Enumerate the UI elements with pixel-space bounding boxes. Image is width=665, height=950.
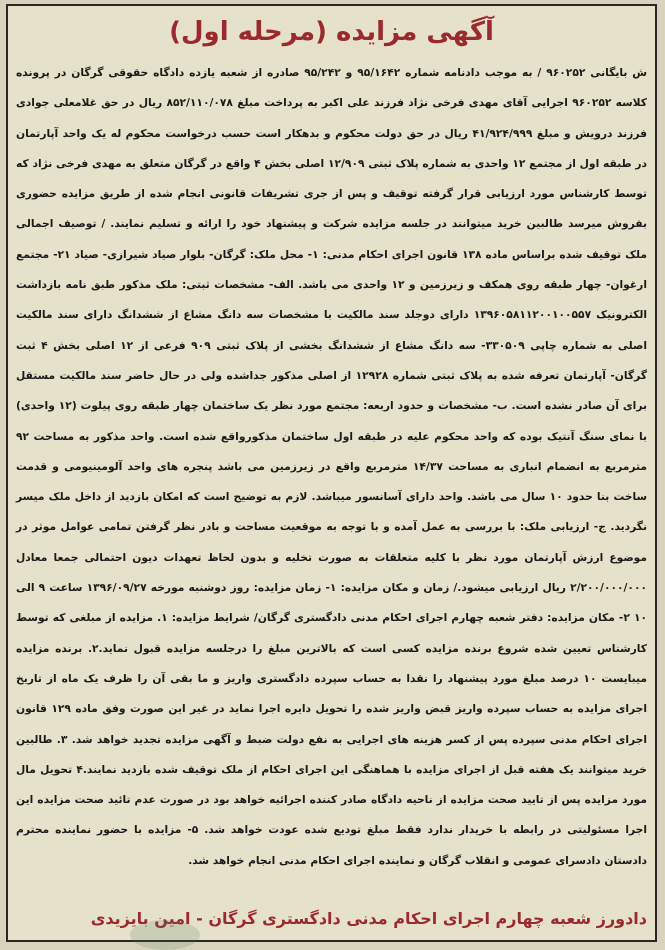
paper-stain [130,920,200,950]
notice-body: ش بایگانی ۹۶۰۲۵۲ / به موجب دادنامه شماره ۹۵/۱۶۴۲ و ۹۵/۲۴۲ صادره از شعبه یازده دادگاه حقوقی گرگان در پرونده کلاسه ۹۶۰۲۵۲ اجرایی آقای مهدی فرخی نژاد فرزند علی اکبر به پرداخت مبلغ ۸۵۲/۱۱۰/۰۷۸ ریال در حق غلامعلی جوادی فرزند درویش و مبلغ ۴۱/۹۲۴/۹۹۹ ریال در حق دولت محکوم و بدهکار است حسب درخواست محکوم له یک واحد آپارتمان در طبقه اول از مجتمع ۱۲ واحدی به شماره پلاک ثبتی ۱۲/۹۰۹ اصلی بخش ۴ واقع در گرگان متعلق به مهدی فرخی نژاد که توسط کارشناس مورد ارزیابی قرار گرفته توقیف و پس از جری تشریفات قانونی انجام شده از طریق مزایده حضوری بفروش میرسد طالبین خرید میتوانند در جلسه مزایده شرکت و پیشنهاد خود را ارائه و تسلیم نمایند. / توصیف اجمالی ملک توقیف شده براساس ماده ۱۳۸ قانون اجرای احکام مدنی: ۱- محل ملک: گرگان- بلوار صیاد شیرازی- صیاد ۲۱- مجتمع ارغوان- چهار طبقه روی همکف و زیرزمین و ۱۲ واحدی می باشد. الف- مشخصات ثبتی: ملک مذکور طبق نامه بازداشت الکترونیک ۱۳۹۶۰۵۸۱۱۲۰۰۱۰۰۵۵۷ دارای دوجلد سند مالکیت با مشخصات سه دانگ مشاع از ششدانگ دارای سند مالکیت اصلی به شماره چاپی ۳۳۰۵۰۹- سه دانگ مشاع از ششدانگ بخشی از پلاک ثبتی ۹۰۹ فرعی از ۱۲ اصلی بخش ۴ ثبت گرگان- آپارتمان تعرفه شده به پلاک ثبتی شماره ۱۲۹۲۸ از اصلی مذکور جداشده ولی در حال حاضر سند مالکیت مستقل برای آن صادر نشده است. ب- مشخصات و حدود اربعه: مجتمع مورد نظر یک ساختمان چهار طبقه روی پیلوت (۱۲ واحدی) با نمای سنگ آنتیک بوده که واحد محکوم علیه در طبقه اول ساختمان مذکورواقع شده است. واحد مذکور به مساحت ۹۲ مترمربع به انضمام انباری به مساحت ۱۴/۳۷ مترمربع واقع در زیرزمین می باشد پنجره های واحد آلومینیومی و قدمت ساخت بنا حدود ۱۰ سال می باشد. واحد دارای آسانسور میباشد. لازم به توضیح است که امکان بازدید از داخل ملک میسر نگردید. ج- ارزیابی ملک: با بررسی به عمل آمده و با توجه به موقعیت مساحت و بادر نظر گرفتن تمامی عوامل موثر در موضوع ارزش آپارتمان مورد نظر با کلیه متعلقات به صورت تخلیه و بدون لحاظ تعهدات دیون احتمالی جمعا معادل ۲/۲۰۰/۰۰۰/۰۰۰ ریال ارزیابی میشود./ زمان و مکان مزایده: ۱- زمان مزایده: روز دوشنبه مورخه ۱۳۹۶/۰۹/۲۷ ساعت ۹ الی ۱۰ ۲- مکان مزایده: دفتر شعبه چهارم اجرای احکام مدنی دادگستری گرگان/ شرایط مزایده: ۱. مزایده از مبلغی که توسط کارشناس تعیین شده شروع برنده مزایده کسی است که بالاترین مبلغ را درجلسه مزایده قبول نماید.۲. برنده مزایده میبایست ۱۰ درصد مبلغ مورد پیشنهاد را نقدا به حساب سپرده دادگستری واریز و ما بقی آن را ظرف یک ماه از تاریخ اجرای مزایده به حساب سپرده واریز قبض واریز شده را تحویل دایره اجرا نماید در غیر این صورت وفق ماده ۱۲۹ قانون اجرای احکام مدنی سپرده پس از کسر هزینه های اجرایی به نفع دولت ضبط و آگهی مزایده تجدید خواهد شد. ۳. طالبین خرید میتوانند یک هفته قبل از اجرای مزایده با هماهنگی این اجرای احکام از ملک توقیف شده بازدید نمایند.۴ تحویل مال مورد مزایده پس از تایید صحت مزایده از ناحیه دادگاه صادر کننده اجرائیه خواهد بود در صورت عدم تائید صحت مزایده این اجرا مسئولیتی در رابطه با خریدار ندارد فقط مبلغ تودیع شده عودت خواهد شد. ۵- مزایده با حضور نماینده محترم دادستان دادسرای عمومی و انقلاب گرگان و نماینده اجرای احکام مدنی انجام خواهد شد. [16,66,648,867]
newspaper-clipping [6,4,657,942]
notice-title: آگهی مزایده (مرحله اول) [169,17,494,47]
notice-signature: دادورز شعبه چهارم اجرای احکام مدنی دادگستری گرگان - امین بایزیدی [90,909,647,928]
